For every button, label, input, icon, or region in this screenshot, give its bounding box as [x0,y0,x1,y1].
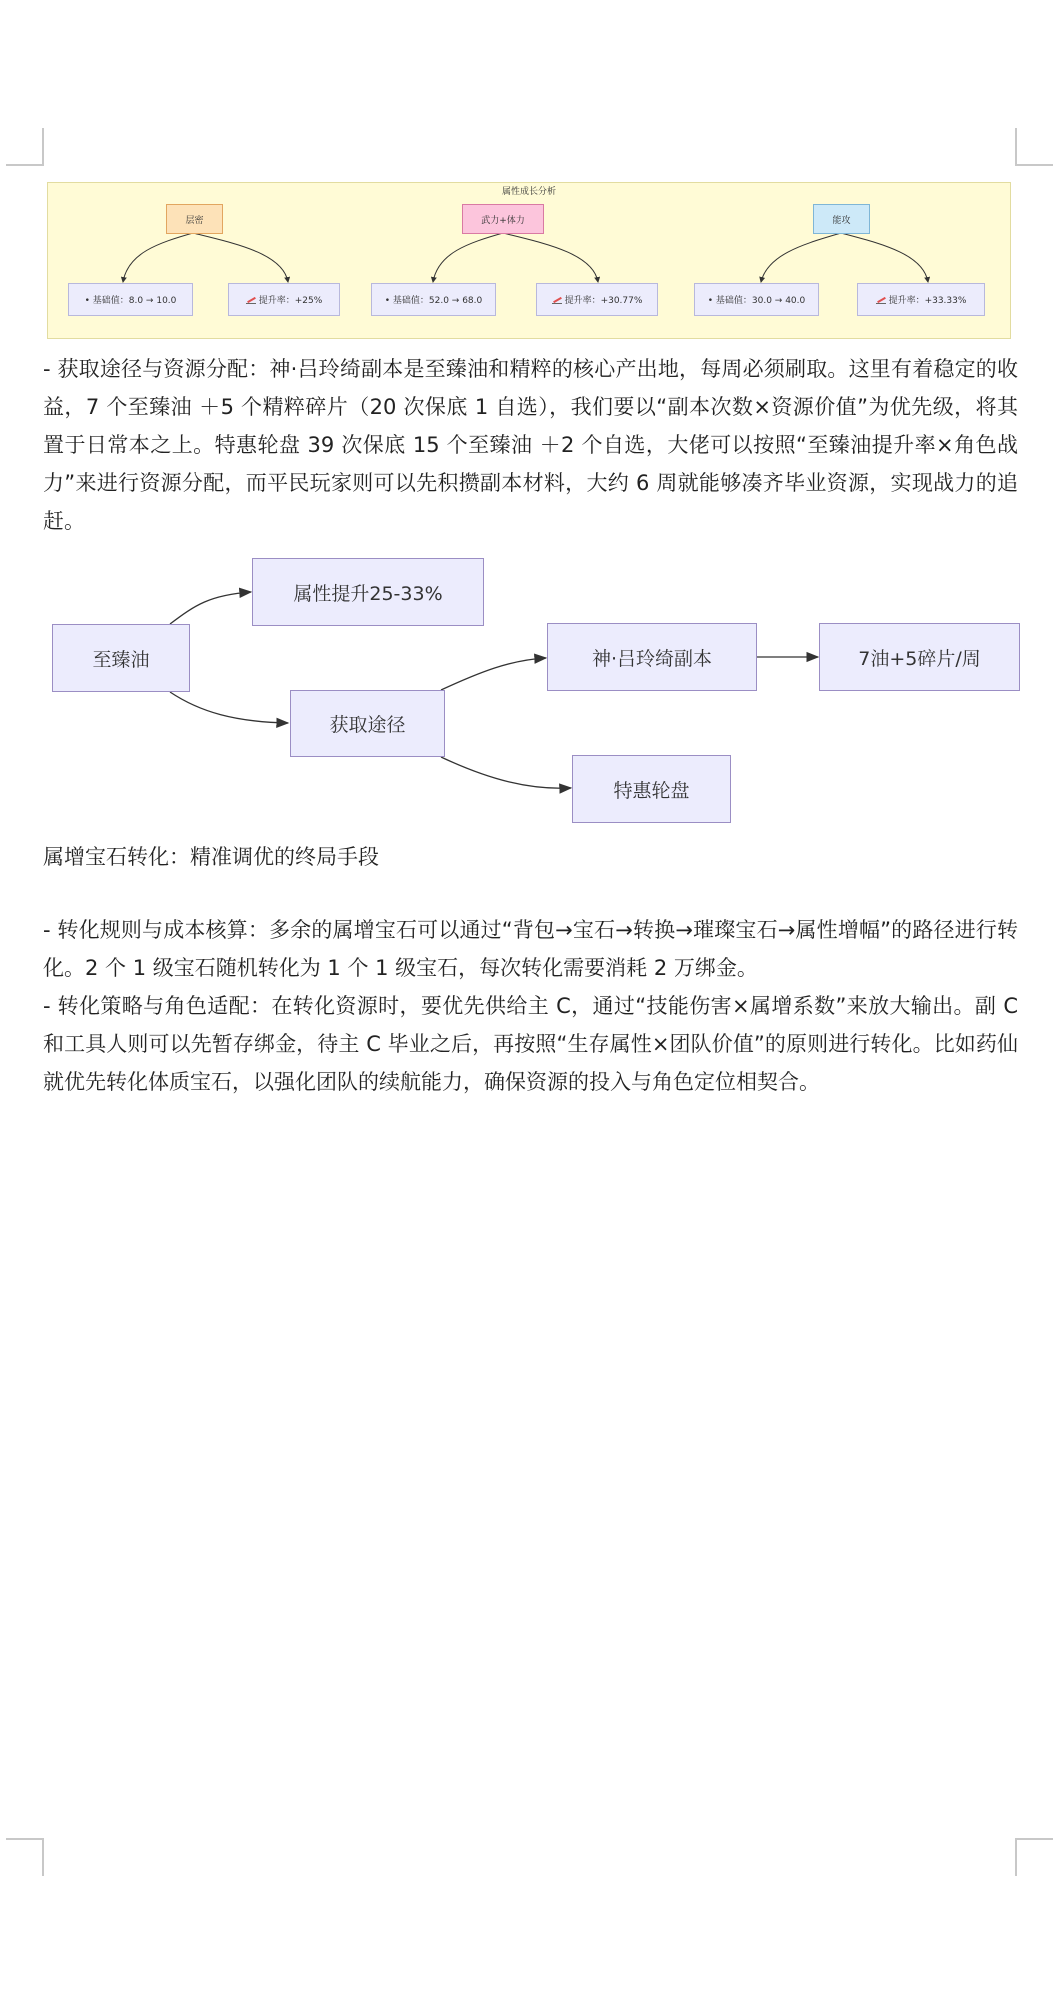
crop-mark-top-left [6,128,44,166]
leaf-label: 提升率：+30.77% [564,296,643,306]
leaf-node-rate [536,283,658,316]
edge-oil-to-route [170,692,288,723]
diagram-title: 属性成长分析 [501,187,556,197]
edge-route-to-wheel [441,757,571,788]
chart-increasing-icon [246,296,256,304]
edge [761,233,841,282]
leaf-label: 提升率：+25% [258,296,323,306]
node-label: 特惠轮盘 [613,779,690,802]
root-node-group-1 [166,204,223,234]
paragraph-acquisition: - 获取途径与资源分配：神·吕玲绮副本是至臻油和精粹的核心产出地，每周必须刷取。这里有着稳定的收益，7 个至臻油 ＋5 个精粹碎片（20 次保底 1 自选），我们要以“副本次数×资源价值”为优先级，将其置于日常本之上。特惠轮盘 39 次保底 15 个至臻油 ＋2 个自选，大佬可以按照“至臻油提升率×角色战力”来进行资源分配，而平民玩家则可以先积攒副本材料，大约 6 周就能够凑齐毕业资源，实现战力的追赶。 [43,357,1018,533]
leaf-label: • 基础值：52.0 → 68.0 [384,296,483,306]
node-zhizhen-oil [52,624,190,692]
leaf-node-base-value [694,283,819,316]
node-label: 至臻油 [92,648,150,671]
leaf-label: • 基础值：8.0 → 10.0 [84,296,177,306]
leaf-label: • 基础值：30.0 → 40.0 [707,296,806,306]
attribute-growth-diagram [47,182,1011,339]
node-label: 7油+5碎片/周 [858,647,981,670]
edge [123,233,193,282]
node-attribute-boost [252,558,484,626]
root-node-group-2 [462,204,544,234]
node-label: 神·吕玲绮副本 [591,647,713,670]
crop-mark-bottom-left [6,1838,44,1876]
edge-oil-to-boost [170,592,251,624]
edge [841,233,928,282]
node-weekly-yield [819,623,1020,691]
node-dungeon [547,623,757,691]
node-label: 获取途径 [329,714,406,736]
edge [433,233,503,282]
edge-route-to-dungeon [441,658,546,690]
crop-mark-top-right [1015,128,1053,166]
leaf-label: 提升率：+33.33% [888,296,967,306]
leaf-node-rate [228,283,340,316]
edge [193,233,288,282]
paragraph-conversion-strategy: - 转化策略与角色适配：在转化资源时，要优先供给主 C，通过“技能伤害×属增系数”来放大输出。副 C 和工具人则可以先暂存绑金，待主 C 毕业之后，再按照“生存属性×团队价值”的原则进行转化。比如药仙就优先转化体质宝石，以强化团队的续航能力，确保资源的投入与角色定位相契合。 [43,994,1018,1094]
leaf-node-base-value [68,283,193,316]
node-special-wheel [572,755,731,823]
node-label: 属性提升25-33% [293,582,443,605]
edge [503,233,598,282]
root-node-label: 层密 [185,215,204,226]
leaf-node-base-value [371,283,496,316]
root-node-label: 能攻 [832,215,851,226]
paragraph-conversion-rules: - 转化规则与成本核算：多余的属增宝石可以通过“背包→宝石→转换→璀璨宝石→属性增幅”的路径进行转化。2 个 1 级宝石随机转化为 1 个 1 级宝石，每次转化需要消耗 2 万绑金。 [43,918,1018,980]
chart-increasing-icon [876,296,886,304]
chart-increasing-icon [552,296,562,304]
root-node-label: 武力+体力 [481,215,525,226]
node-acquisition-route [290,690,445,757]
crop-mark-bottom-right [1015,1838,1053,1876]
root-node-group-3 [813,204,870,234]
leaf-node-rate [857,283,985,316]
section-heading-gem-conversion: 属增宝石转化：精准调优的终局手段 [43,845,379,869]
